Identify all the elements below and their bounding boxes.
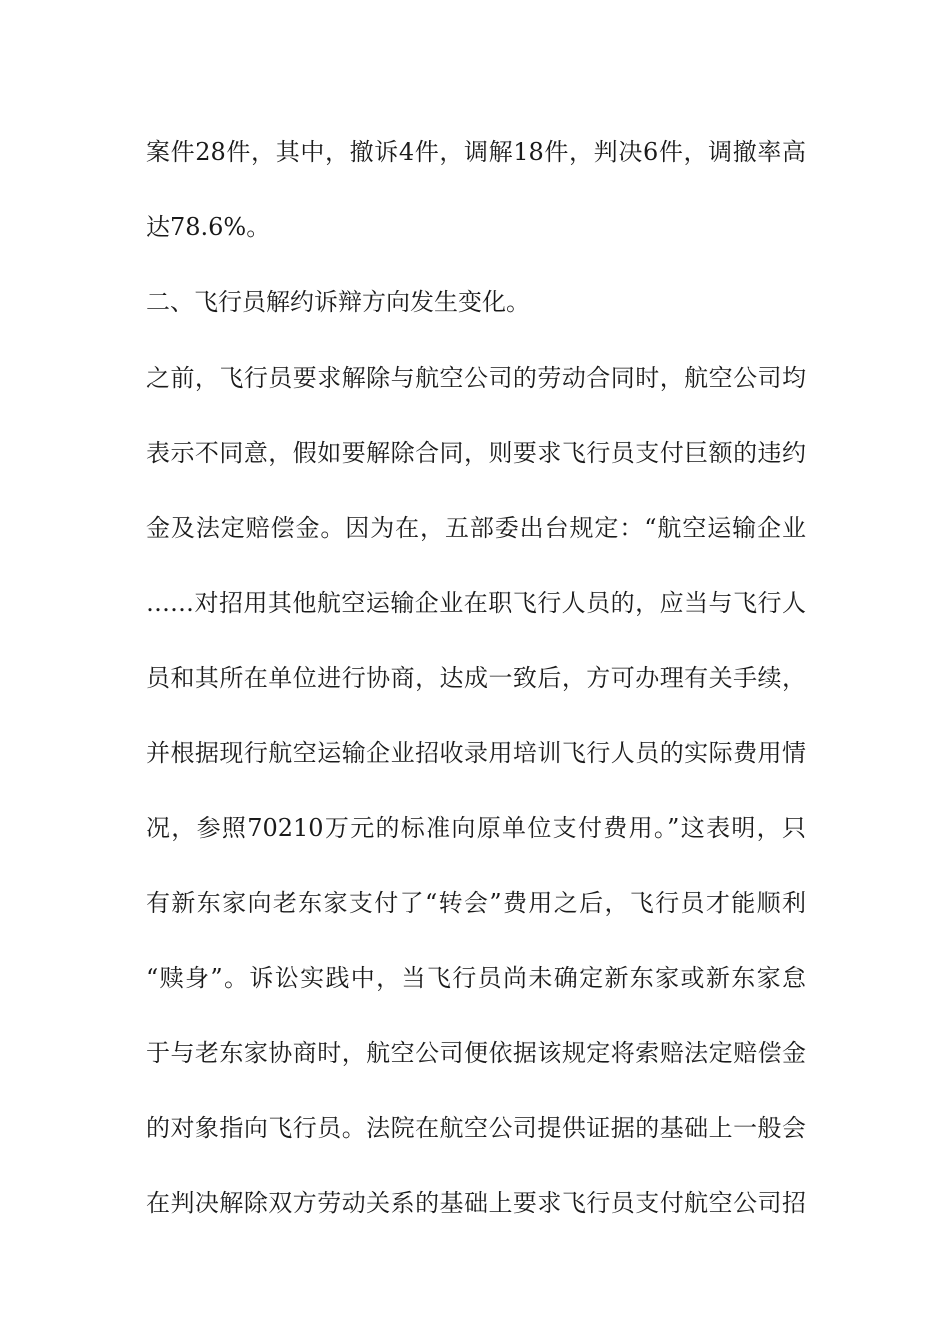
text-line: 达78.6%。 [146,213,271,241]
section-heading: 二、飞行员解约诉辩方向发生变化。 [146,288,530,316]
text-line: 员和其所在单位进行协商，达成一致后，方可办理有关手续， [146,664,806,692]
text-line: 于与老东家协商时，航空公司便依据该规定将索赔法定赔偿金 [146,1039,806,1067]
text-line: 并根据现行航空运输企业招收录用培训飞行人员的实际费用情 [146,739,806,767]
text-line: 金及法定赔偿金。因为在，五部委出台规定：“航空运输企业 [146,514,806,542]
text-line: 之前，飞行员要求解除与航空公司的劳动合同时，航空公司均 [146,364,806,392]
text-line: “赎身”。诉讼实践中，当飞行员尚未确定新东家或新东家怠 [146,964,806,992]
text-line: 案件28件，其中，撤诉4件，调解18件，判决6件，调撤率高 [146,138,806,166]
text-line: 在判决解除双方劳动关系的基础上要求飞行员支付航空公司招 [146,1189,806,1217]
text-line: 的对象指向飞行员。法院在航空公司提供证据的基础上一般会 [146,1114,806,1142]
text-line: 况，参照70210万元的标准向原单位支付费用。”这表明，只 [146,814,806,842]
text-line: ……对招用其他航空运输企业在职飞行人员的，应当与飞行人 [146,589,806,617]
text-line: 有新东家向老东家支付了“转会”费用之后，飞行员才能顺利 [146,889,806,917]
text-line: 表示不同意，假如要解除合同，则要求飞行员支付巨额的违约 [146,439,806,467]
